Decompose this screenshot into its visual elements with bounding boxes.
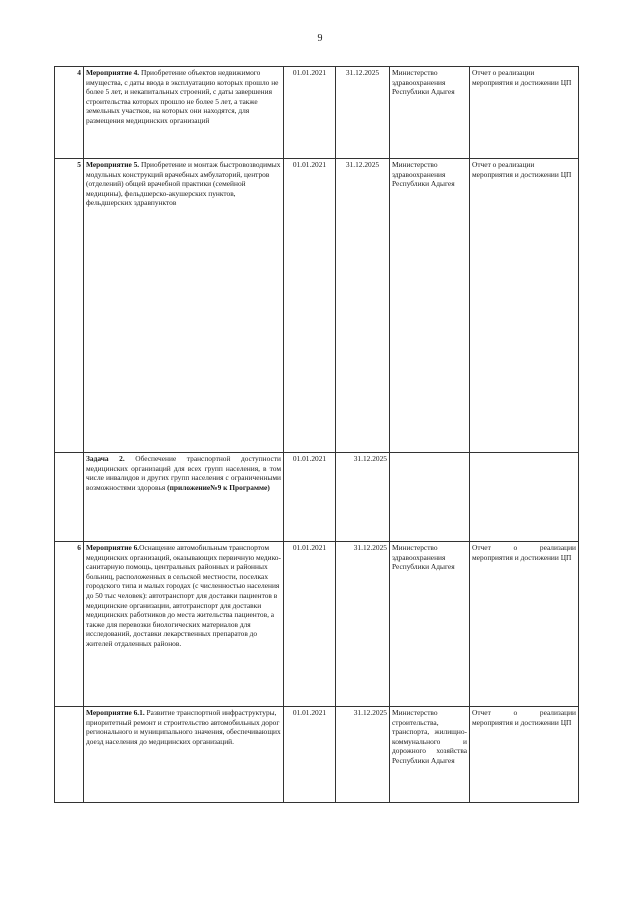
- expected-result: Отчет о реализации мероприятия и достижении ЦП: [470, 542, 579, 707]
- activity-text: Оснащение автомобильным транспортом медицинских организаций, оказывающих первичную медико-санитарную помощь, центральных районных и районных больниц, расположенных в сельской местности, поселках городского типа и малых городах (с численностью населения до 50 тыс человек): автотранспорт для доставки пациентов в медицинские организации, автотранспорт для доставки медицинских работников до места жительства пациентов, а также для перевозки биологических материалов для исследований, доставки лекарственных препаратов до жителей отдаленных районов.: [86, 543, 281, 648]
- row-number: 6: [55, 542, 84, 707]
- responsible-executor: Министерство здравоохранения Республики Адыгея: [390, 159, 470, 453]
- table-row: [55, 453, 579, 542]
- end-date: 31.12.2025: [336, 542, 390, 707]
- start-date: 01.01.2021: [284, 542, 336, 707]
- start-date: 01.01.2021: [284, 707, 336, 803]
- task-appendix-ref: (приложение№9 к Программе): [167, 482, 270, 492]
- start-date: 01.01.2021: [284, 453, 336, 542]
- task-title: Задача 2.: [86, 454, 125, 463]
- end-date: 31.12.2025: [336, 159, 390, 453]
- expected-result: Отчет о реализации мероприятия и достижении ЦП: [470, 707, 579, 803]
- responsible-executor: [390, 453, 470, 542]
- activity-description: [84, 707, 284, 803]
- expected-result: Отчет о реализации мероприятия и достижении ЦП: [470, 67, 579, 159]
- activity-text: Приобретение и монтаж быстровозводимых модульных конструкций врачебных амбулаторий, центров (отделений) общей врачебной практики (семейной медицины), фельдшерско-акушерских пунктов, фельдшерских здравпунктов: [86, 160, 281, 208]
- end-date: 31.12.2025: [336, 707, 390, 803]
- responsible-executor: Министерство строительства, транспорта, жилищно-коммунального и дорожного хозяйства Республики Адыгея: [390, 707, 470, 803]
- expected-result: [470, 453, 579, 542]
- page-number: 9: [317, 33, 323, 44]
- task-description: [84, 453, 284, 542]
- table-row: [55, 67, 579, 159]
- activity-title: Мероприятие 6.1.: [86, 708, 145, 717]
- row-number: 5: [55, 159, 84, 453]
- responsible-executor: Министерство здравоохранения Республики Адыгея: [390, 542, 470, 707]
- activity-title: Мероприятие 5.: [86, 160, 140, 169]
- table-row: [55, 159, 579, 453]
- activity-description: [84, 67, 284, 159]
- responsible-executor: Министерство здравоохранения Республики Адыгея: [390, 67, 470, 159]
- row-number: [55, 453, 84, 542]
- row-number: [55, 707, 84, 803]
- table-row: [55, 707, 579, 803]
- activity-text: Развитие транспортной инфраструктуры, приоритетный ремонт и строительство автомобильных дорог регионального и муниципального значения, обеспечивающих доезд населения до медицинских организаций.: [86, 708, 281, 746]
- activity-title: Мероприятие 6.: [86, 543, 140, 552]
- activity-title: Мероприятие 4.: [86, 68, 140, 77]
- task-text: Обеспечение транспортной доступности медицинских организаций для всех групп населения, в том числе инвалидов и других групп населения с ограниченными возможностями здоровья: [86, 454, 281, 492]
- start-date: 01.01.2021: [284, 159, 336, 453]
- activity-description: [84, 159, 284, 453]
- end-date: 31.12.2025: [336, 67, 390, 159]
- expected-result: Отчет о реализации мероприятия и достижении ЦП: [470, 159, 579, 453]
- activity-description: [84, 542, 284, 707]
- activity-text: Приобретение объектов недвижимого имущества, с даты ввода в эксплуатацию которых прошло не более 5 лет, и некапитальных строений, с даты завершения строительства которых прошло не более 5 лет, а также земельных участков, на которых они находятся, для размещения медицинских организаций: [86, 68, 279, 125]
- row-number: 4: [55, 67, 84, 159]
- end-date: 31.12.2025: [336, 453, 390, 542]
- program-activities-table: [54, 66, 579, 803]
- start-date: 01.01.2021: [284, 67, 336, 159]
- table-row: [55, 542, 579, 707]
